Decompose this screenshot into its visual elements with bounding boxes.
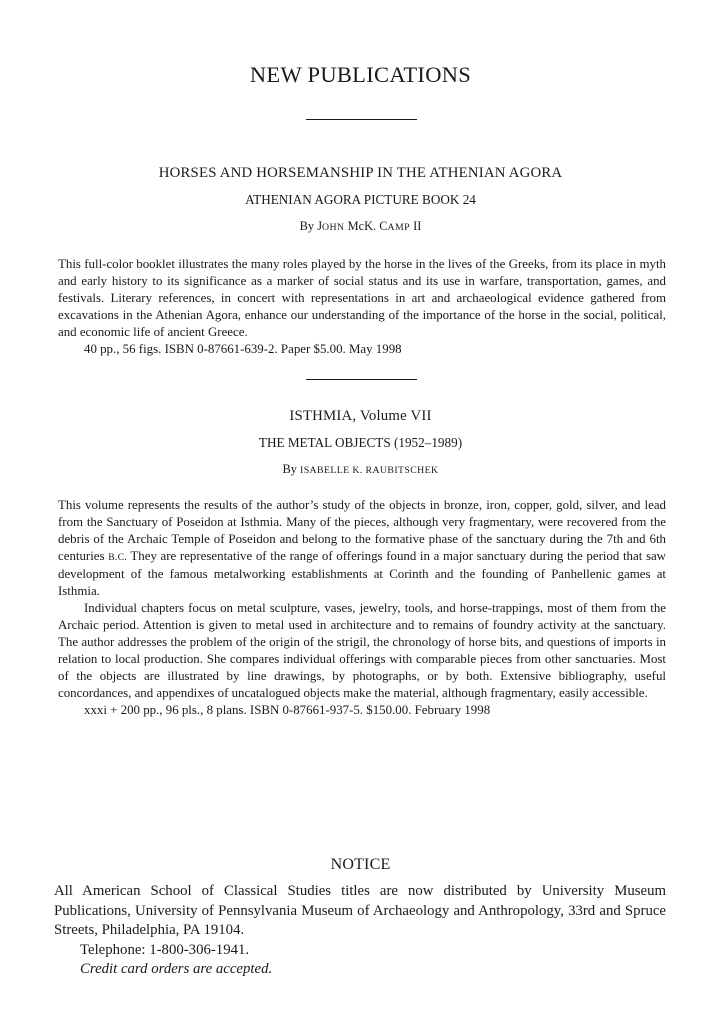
pub1-description: This full-color booklet illustrates the many roles played by the horse in the lives of the Greeks, from its place in myth and early history to its significance as a marker of social status and its use in warfare, transportation, games, and festivals. Literary references, in concert with representations in art and archaeological evidence gathered from excavations in the Athenian Agora, enhance our understanding of the importance of the horse in the social, political, and economic life of ancient Greece. [58,257,666,339]
pub1-body [58,256,666,358]
pub1-subtitle: ATHENIAN AGORA PICTURE BOOK 24 [245,192,476,207]
pub2-para1-a: This volume represents the results of the author’s study of the objects in bronze, iron, copper, gold, silver, and lead from the Sanctuary of Poseidon at Isthmia. Many of the pieces, although very fragmentary, were recovered from the debris of the Archaic Temple of Poseidon and belong to the formative phase of the sanctuary during the 7th and 6th centuries [58,498,666,563]
notice-body [54,882,666,980]
pub2-body [58,497,666,719]
pub2-author-line [0,462,721,477]
pub2-para2: Individual chapters focus on metal sculpture, vases, jewelry, tools, and horse-trappings, most of them from the Archaic period. Attention is given to metal used in architecture and to remains of foundry activity at the sanctuary. The author addresses the problem of the origin of the strigil, the chronology of horse bits, and questions of imports in relation to local production. She compares individual offerings with comparable pieces from other sanctuaries. Most of the objects are illustrated by line drawings, by photographs, or by both. Extensive bibliography, useful concordances, and appendixes of uncatalogued objects make the material, although fragmentary, easily accessible. [58,601,666,700]
pub1-author-last-initial: C [379,219,388,233]
pub2-para1-bc: B.C. [108,552,127,563]
pub2-para1 [58,497,666,600]
notice-credit: Credit card orders are accepted. [80,961,273,977]
section-divider [306,379,417,380]
pub2-by: By [282,462,297,476]
pub1-author-suffix: II [413,219,422,233]
notice-telephone: Telephone: 1-800-306-1941. [80,941,250,958]
pub2-title: ISTHMIA, Volume VII [289,408,432,424]
pub2-subtitle: THE METAL OBJECTS (1952–1989) [258,435,463,450]
pub2-author: ISABELLE K. RAUBITSCHEK [300,465,439,476]
pub1-details: 40 pp., 56 figs. ISBN 0-87661-639-2. Paper $5.00. May 1998 [84,342,402,356]
pub1-author-mid: McK. [347,219,377,233]
notice-title: NOTICE [330,856,391,873]
title-divider [306,119,417,120]
notice-text: All American School of Classical Studies titles are now distributed by University Museum Publications, University of Pennsylvania Museum of Archaeology and Anthropology, 33rd and Spruce Streets, Philadelphia, PA 19104. [54,883,666,938]
pub1-author-first-rest: OHN [322,222,345,233]
page-title: NEW PUBLICATIONS [249,62,472,87]
pub1-by: By [299,219,315,233]
pub1-author-last-rest: AMP [387,222,410,233]
pub2-para1-b: They are representative of the range of offerings found in a major sanctuary during the period that saw development of the famous metalworking establishments at Corinth and the founding of Panhellenic games at Isthmia. [58,549,666,598]
pub2-details: xxxi + 200 pp., 96 pls., 8 plans. ISBN 0-87661-937-5. $150.00. February 1998 [84,703,491,717]
pub1-author-line [0,219,721,234]
pub1-title: HORSES AND HORSEMANSHIP IN THE ATHENIAN AGORA [158,165,563,181]
pub1-author-first: J [317,219,323,233]
